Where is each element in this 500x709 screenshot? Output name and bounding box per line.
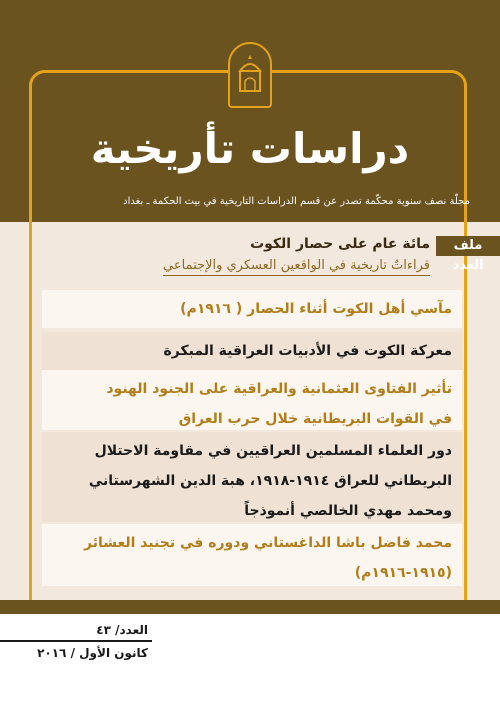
file-title: مائة عام على حصار الكوت — [250, 236, 430, 252]
article-1-line-1: مآسي أهل الكوت أثناء الحصار ( ١٩١٦م) — [180, 301, 452, 317]
article-4-line-1: دور العلماء المسلمين العراقيين في مقاومة الاحتلال — [94, 443, 452, 459]
article-3-line-1: تأثير الفتاوى العثمانية والعراقية على الجنود الهنود — [106, 381, 452, 397]
issue-number: العدد/ ٤٣ — [96, 623, 148, 637]
issue-divider — [0, 640, 152, 642]
footer-band — [0, 600, 500, 614]
journal-title: دراسات تأريخية — [90, 124, 410, 173]
article-5-line-1: محمد فاضل باشا الداغستاني ودوره في تجنيد العشائر — [83, 535, 452, 551]
article-5 — [42, 524, 462, 586]
article-5-line-2: (١٩١٥-١٩١٦م) — [354, 565, 452, 581]
article-1 — [42, 290, 462, 328]
article-3-line-2: في القوات البريطانية خلال حرب العراق — [178, 411, 452, 427]
issue-area — [0, 614, 500, 709]
article-3 — [42, 370, 462, 430]
file-subtitle: قراءاتٌ تاريخية في الواقعين العسكري والإجتماعي — [163, 258, 430, 276]
dome-icon — [235, 53, 265, 97]
bayt-al-hikma-logo — [228, 42, 272, 108]
article-4 — [42, 432, 462, 522]
journal-subtitle: مجلّة نصف سنوية محكّمة تصدر عن قسم الدراسات التاريخية في بيت الحكمة ـ بغداد — [123, 196, 470, 207]
article-4-line-3: ومحمد مهدي الخالصي أنموذجاً — [244, 503, 452, 519]
file-badge: ملف العدد — [436, 236, 500, 256]
issue-date: كانون الأول / ٢٠١٦ — [37, 646, 148, 660]
article-4-line-2: البريطاني للعراق ١٩١٤-١٩١٨، هبة الدين الشهرستاني — [88, 473, 452, 489]
article-2-line-1: معركة الكوت في الأدبيات العراقية المبكرة — [163, 343, 452, 359]
article-2 — [42, 332, 462, 370]
